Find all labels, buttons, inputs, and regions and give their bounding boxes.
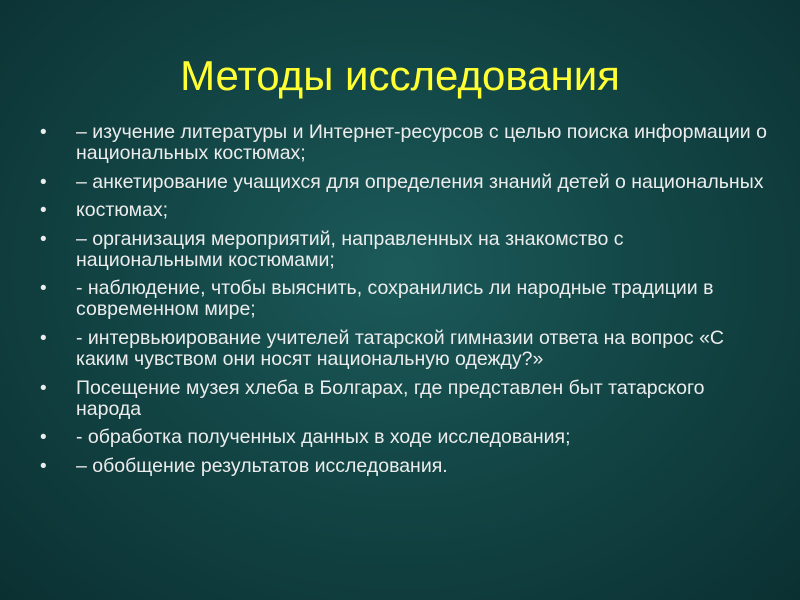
- bullet-item: [30, 278, 770, 320]
- bullet-marker: •: [40, 171, 47, 193]
- bullet-text: Посещение музея хлеба в Болгарах, где представлен быт татарского народа: [76, 376, 705, 420]
- bullet-list: [30, 122, 770, 484]
- bullet-marker: •: [40, 228, 47, 250]
- bullet-item: [30, 378, 770, 420]
- bullet-text: костюмах;: [76, 199, 169, 222]
- bullet-marker: •: [40, 427, 47, 449]
- bullet-marker: •: [40, 377, 47, 399]
- bullet-marker: •: [40, 122, 47, 143]
- bullet-text: – организация мероприятий, направленных на знакомство с национальными костюмами;: [76, 227, 624, 271]
- bullet-text: - интервьюирование учителей татарской гимназии ответа на вопрос «С каким чувством они носят национальную одежду?»: [76, 326, 725, 370]
- slide-title: Методы исследования: [180, 52, 620, 99]
- bullet-marker: •: [40, 327, 47, 349]
- bullet-item: [30, 122, 770, 164]
- bullet-item: [30, 172, 770, 193]
- bullet-item: [30, 328, 770, 370]
- bullet-item: [30, 229, 770, 271]
- bullet-text: - обработка полученных данных в ходе исследования;: [76, 426, 571, 449]
- bullet-text: - наблюдение, чтобы выяснить, сохранились ли народные традиции в современном мире;: [76, 277, 714, 321]
- bullet-text: – обобщение результатов исследования.: [76, 454, 448, 477]
- bullet-marker: •: [40, 278, 47, 300]
- bullet-item: [30, 456, 770, 477]
- bullet-item: [30, 200, 770, 221]
- bullet-marker: •: [40, 455, 47, 477]
- bullet-item: [30, 427, 770, 448]
- bullet-marker: •: [40, 200, 47, 222]
- bullet-text: – анкетирование учащихся для определения знаний детей о национальных: [76, 170, 764, 193]
- bullet-text: – изучение литературы и Интернет-ресурсов с целью поиска информации о национальных костюмах;: [76, 121, 767, 164]
